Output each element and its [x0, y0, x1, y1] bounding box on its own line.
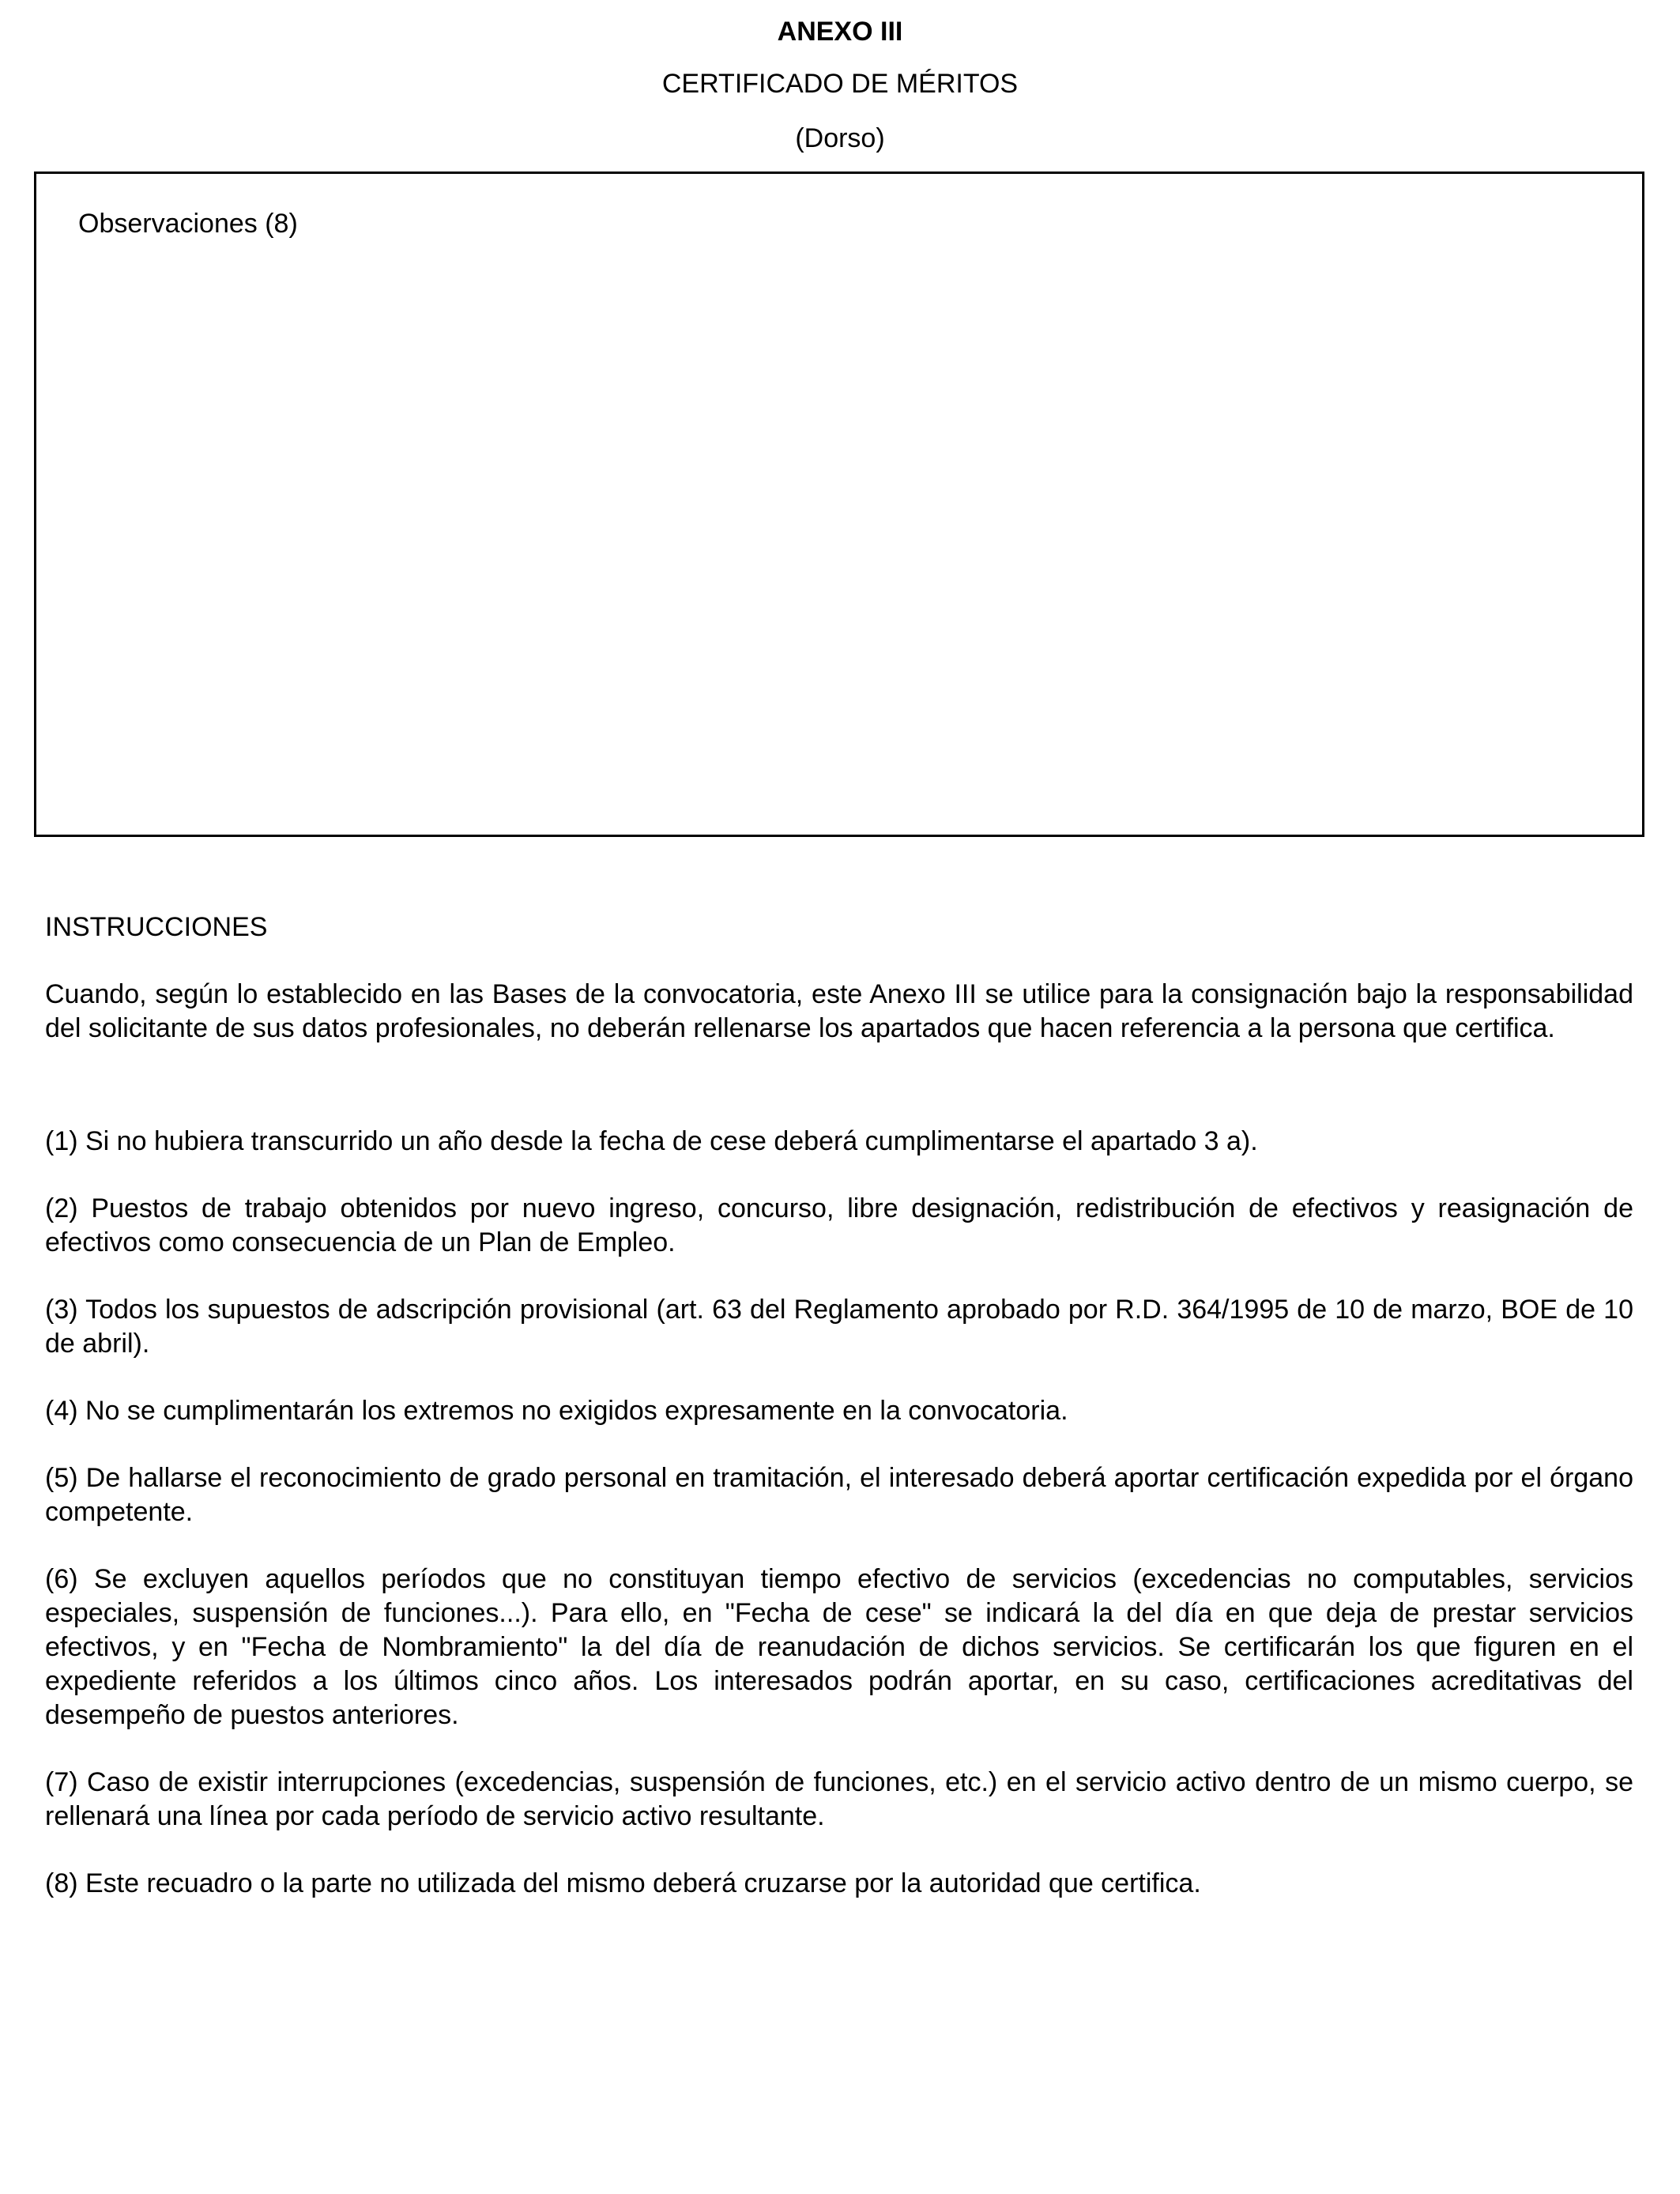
observations-box [34, 172, 1644, 837]
note-2: (2) Puestos de trabajo obtenidos por nuevo ingreso, concurso, libre designación, redistribución de efectivos y reasignación de efectivos como consecuencia de un Plan de Empleo. [45, 1193, 1633, 1257]
note-3: (3) Todos los supuestos de adscripción provisional (art. 63 del Reglamento aprobado por R.D. 364/1995 de 10 de marzo, BOE de 10 de abril). [45, 1295, 1633, 1359]
page-side-label: (Dorso) [795, 123, 885, 153]
note-1: (1) Si no hubiera transcurrido un año desde la fecha de cese deberá cumplimentarse el apartado 3 a). [45, 1126, 1258, 1156]
note-6: (6) Se excluyen aquellos períodos que no constituyan tiempo efectivo de servicios (excedencias no computables, servicios especiales, suspensión de funciones...). Para ello, en "Fecha de cese" se indicará la del día en que deja de prestar servicios efectivos, y en "Fecha de Nombramiento" la del día de reanudación de dichos servicios. Se certificarán los que figuren en el expediente referidos a los últimos cinco años. Los interesados podrán aportar, en su caso, certificaciones acreditativas del desempeño de puestos anteriores. [45, 1564, 1633, 1730]
annex-title: ANEXO III [777, 17, 903, 47]
instructions-intro: Cuando, según lo establecido en las Bases de la convocatoria, este Anexo III se utilice para la consignación bajo la responsabilidad del solicitante de sus datos profesionales, no deberán rellenarse los apartados que hacen referencia a la persona que certifica. [45, 979, 1633, 1043]
note-8: (8) Este recuadro o la parte no utilizada del mismo deberá cruzarse por la autoridad que certifica. [45, 1868, 1201, 1898]
note-4: (4) No se cumplimentarán los extremos no exigidos expresamente en la convocatoria. [45, 1396, 1068, 1426]
certificate-title: CERTIFICADO DE MÉRITOS [661, 69, 1019, 99]
note-7: (7) Caso de existir interrupciones (excedencias, suspensión de funciones, etc.) en el servicio activo dentro de un mismo cuerpo, se rellenará una línea por cada período de servicio activo resultante. [45, 1767, 1633, 1831]
instructions-section [45, 910, 1633, 1934]
observations-label: Observaciones (8) [78, 209, 298, 239]
note-5: (5) De hallarse el reconocimiento de grado personal en tramitación, el interesado deberá aportar certificación expedida por el órgano competente. [45, 1463, 1633, 1527]
instructions-heading: INSTRUCCIONES [45, 912, 268, 942]
